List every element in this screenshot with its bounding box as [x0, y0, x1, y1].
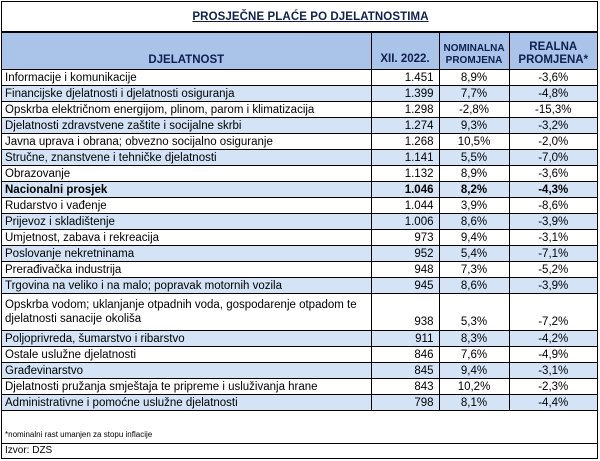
real-cell: -4,4% — [509, 395, 597, 411]
real-cell: -3,6% — [509, 166, 597, 182]
real-cell: -3,6% — [509, 70, 597, 86]
nominal-cell: 8,3% — [439, 331, 509, 347]
nominal-cell: -2,8% — [439, 102, 509, 118]
sector-cell: Opskrba električnom energijom, plinom, parom i klimatizacija — [2, 102, 371, 118]
real-cell: -3,1% — [509, 230, 597, 246]
table-row — [2, 182, 597, 198]
sector-cell: Građevinarstvo — [2, 363, 371, 379]
real-cell: -2,3% — [509, 379, 597, 395]
table-row — [2, 395, 597, 411]
real-cell: -4,9% — [509, 347, 597, 363]
nominal-cell: 7,7% — [439, 86, 509, 102]
table-row — [2, 134, 597, 150]
sector-cell: Ostale uslužne djelatnosti — [2, 347, 371, 363]
nominal-cell: 8,1% — [439, 395, 509, 411]
table-row — [2, 118, 597, 134]
wage-table-panel — [1, 1, 598, 459]
sector-cell: Poslovanje nekretninama — [2, 246, 371, 262]
value-cell: 1.399 — [371, 86, 439, 102]
real-cell: -7,1% — [509, 246, 597, 262]
nominal-cell: 8,9% — [439, 166, 509, 182]
table-body — [2, 70, 597, 411]
real-cell: -4,2% — [509, 331, 597, 347]
nominal-cell: 8,6% — [439, 214, 509, 230]
table-row — [2, 278, 597, 294]
sector-cell: Prijevoz i skladištenje — [2, 214, 371, 230]
sector-cell: Informacije i komunikacije — [2, 70, 371, 86]
table-row — [2, 70, 597, 86]
value-cell: 1.132 — [371, 166, 439, 182]
real-cell: -3,9% — [509, 214, 597, 230]
real-cell: -5,2% — [509, 262, 597, 278]
sector-cell: Obrazovanje — [2, 166, 371, 182]
sector-cell: Administrativne i pomoćne uslužne djelatnosti — [2, 395, 371, 411]
table-row — [2, 331, 597, 347]
nominal-cell: 5,3% — [439, 294, 509, 331]
nominal-cell: 3,9% — [439, 198, 509, 214]
real-cell: -15,3% — [509, 102, 597, 118]
table-row — [2, 86, 597, 102]
value-cell: 948 — [371, 262, 439, 278]
table-title: PROSJEČNE PLAĆE PO DJELATNOSTIMA — [192, 10, 429, 23]
table-row — [2, 379, 597, 395]
footnote: *nominalni rast umanjen za stopu inflacije — [5, 430, 153, 439]
value-cell: 843 — [371, 379, 439, 395]
sector-cell: Financijske djelatnosti i djelatnosti osiguranja — [2, 86, 371, 102]
real-cell: -3,9% — [509, 278, 597, 294]
sector-cell: Stručne, znanstvene i tehničke djelatnosti — [2, 150, 371, 166]
real-cell: -3,2% — [509, 118, 597, 134]
value-cell: 1.046 — [371, 182, 439, 198]
table-row — [2, 262, 597, 278]
header-sector: DJELATNOST — [2, 33, 371, 70]
value-cell: 846 — [371, 347, 439, 363]
sector-cell: Djelatnosti zdravstvene zaštite i socijalne skrbi — [2, 118, 371, 134]
real-cell: -7,2% — [509, 294, 597, 331]
sector-cell: Umjetnost, zabava i rekreacija — [2, 230, 371, 246]
header-nominal: NOMINALNA PROMJENA — [439, 33, 509, 70]
nominal-cell: 10,2% — [439, 379, 509, 395]
value-cell: 1.006 — [371, 214, 439, 230]
real-cell: -3,1% — [509, 363, 597, 379]
nominal-cell: 9,3% — [439, 118, 509, 134]
table-row — [2, 246, 597, 262]
sector-cell: Nacionalni prosjek — [2, 182, 371, 198]
header-real: REALNA PROMJENA* — [509, 33, 597, 70]
value-cell: 1.451 — [371, 70, 439, 86]
value-cell: 1.268 — [371, 134, 439, 150]
nominal-cell: 7,6% — [439, 347, 509, 363]
sector-cell: Javna uprava i obrana; obvezno socijalno osiguranje — [2, 134, 371, 150]
sector-cell: Trgovina na veliko i na malo; popravak motornih vozila — [2, 278, 371, 294]
title-bar — [2, 2, 597, 32]
value-cell: 952 — [371, 246, 439, 262]
table-row — [2, 102, 597, 118]
value-cell: 1.044 — [371, 198, 439, 214]
nominal-cell: 9,4% — [439, 363, 509, 379]
table-row — [2, 214, 597, 230]
table-row — [2, 294, 597, 331]
real-cell: -4,3% — [509, 182, 597, 198]
nominal-cell: 8,9% — [439, 70, 509, 86]
table-row — [2, 347, 597, 363]
real-cell: -8,6% — [509, 198, 597, 214]
nominal-cell: 10,5% — [439, 134, 509, 150]
value-cell: 1.274 — [371, 118, 439, 134]
source-text: Izvor: DZS — [5, 445, 53, 456]
source-bar — [2, 443, 597, 458]
table-row — [2, 230, 597, 246]
value-cell: 798 — [371, 395, 439, 411]
header-row — [2, 33, 597, 70]
nominal-cell: 5,4% — [439, 246, 509, 262]
table-row — [2, 198, 597, 214]
sector-cell: Djelatnosti pružanja smještaja te pripreme i usluživanja hrane — [2, 379, 371, 395]
sector-cell: Prerađivačka industrija — [2, 262, 371, 278]
header-value: XII. 2022. — [371, 33, 439, 70]
real-cell: -7,0% — [509, 150, 597, 166]
value-cell: 945 — [371, 278, 439, 294]
value-cell: 1.141 — [371, 150, 439, 166]
value-cell: 911 — [371, 331, 439, 347]
nominal-cell: 8,6% — [439, 278, 509, 294]
real-cell: -4,8% — [509, 86, 597, 102]
nominal-cell: 5,5% — [439, 150, 509, 166]
nominal-cell: 9,4% — [439, 230, 509, 246]
value-cell: 938 — [371, 294, 439, 331]
value-cell: 845 — [371, 363, 439, 379]
nominal-cell: 7,3% — [439, 262, 509, 278]
wage-table — [2, 32, 597, 411]
sector-cell: Opskrba vodom; uklanjanje otpadnih voda, gospodarenje otpadom te djelatnosti sanacije okoliša — [2, 294, 371, 331]
value-cell: 1.298 — [371, 102, 439, 118]
sector-cell: Poljoprivreda, šumarstvo i ribarstvo — [2, 331, 371, 347]
table-row — [2, 150, 597, 166]
nominal-cell: 8,2% — [439, 182, 509, 198]
real-cell: -2,0% — [509, 134, 597, 150]
value-cell: 973 — [371, 230, 439, 246]
table-row — [2, 363, 597, 379]
table-row — [2, 166, 597, 182]
sector-cell: Rudarstvo i vađenje — [2, 198, 371, 214]
